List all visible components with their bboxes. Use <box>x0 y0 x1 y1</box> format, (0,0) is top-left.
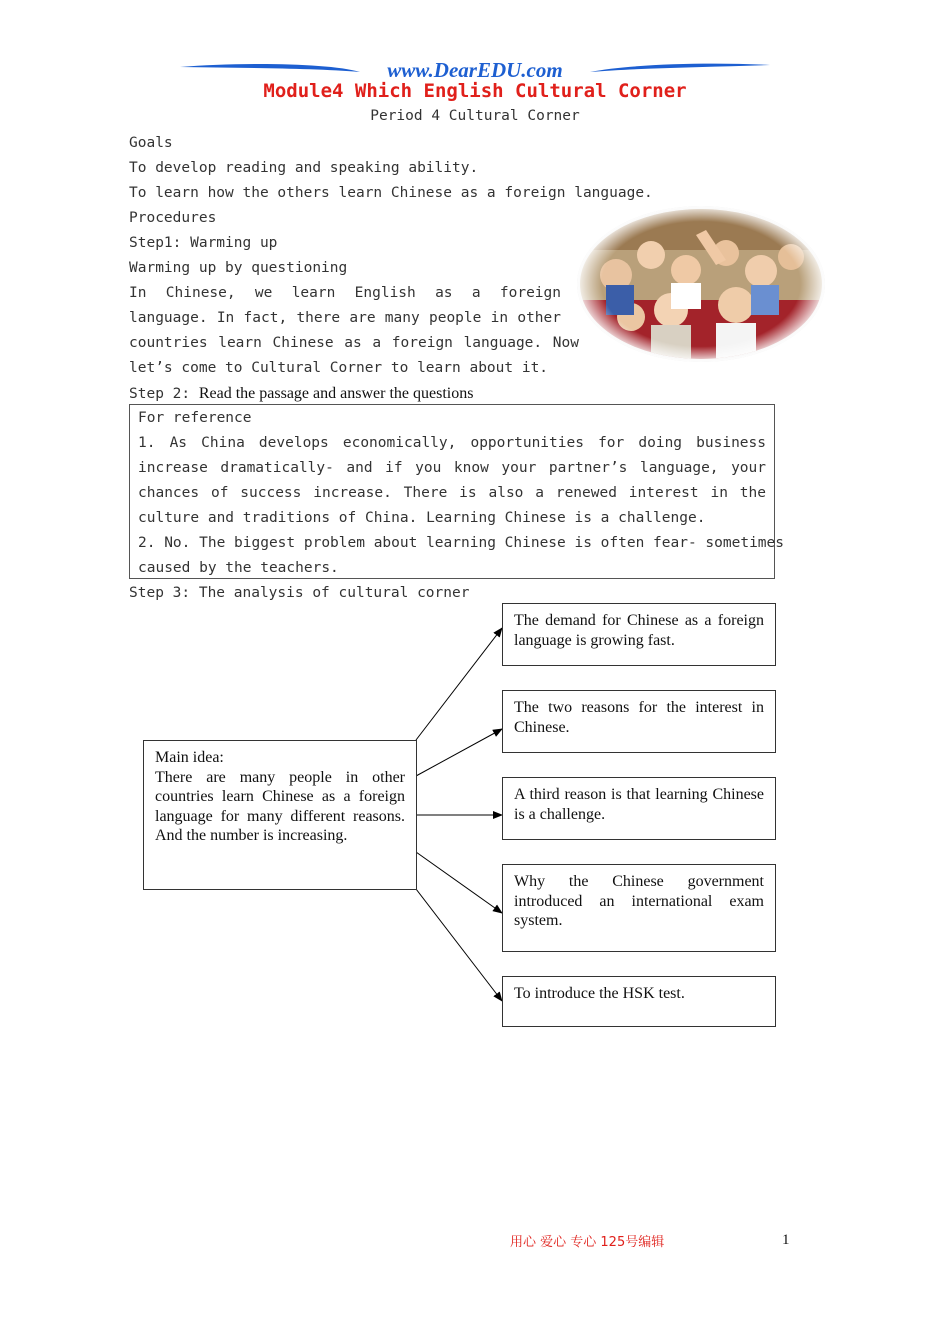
step2-heading <box>129 380 473 407</box>
step2-prefix: Step 2: <box>129 386 199 402</box>
main-idea-box <box>143 740 417 890</box>
arrow-to-box5 <box>416 889 502 1001</box>
box1-text: The demand for Chinese as a foreign language is growing fast. <box>514 612 764 649</box>
box2-text: The two reasons for the interest in Chinese. <box>514 699 764 736</box>
box4-text: Why the Chinese government introduced an international exam system. <box>514 873 764 929</box>
diagram-box-2 <box>502 690 776 753</box>
intro-para-line-1: In Chinese, we learn English as a foreign <box>129 285 561 301</box>
diagram-box-4 <box>502 864 776 952</box>
procedures-heading: Procedures <box>129 210 217 226</box>
arrow-to-box4 <box>416 852 502 913</box>
diagram-box-3 <box>502 777 776 840</box>
page-title: Module4 Which English Cultural Corner <box>263 80 687 102</box>
footer-note: 用心 爱心 专心 125号编辑 <box>510 1235 665 1250</box>
goal-2: To learn how the others learn Chinese as a foreign language. <box>129 185 653 201</box>
site-logo-text[interactable]: www.DearEDU.com <box>387 58 563 82</box>
page-number: 1 <box>782 1232 790 1248</box>
box5-text: To introduce the HSK test. <box>514 985 685 1002</box>
reference-line-5: 2. No. The biggest problem about learning Chinese is often fear- sometimes <box>138 535 785 551</box>
reference-line-3: chances of success increase. There is also a renewed interest in the <box>138 485 766 501</box>
intro-para-line-2: language. In fact, there are many people in other <box>129 310 561 326</box>
box3-text: A third reason is that learning Chinese is a challenge. <box>514 786 764 823</box>
students-photo <box>576 205 826 363</box>
reference-line-2: increase dramatically- and if you know your partner’s language, your <box>138 460 766 476</box>
reference-line-4: culture and traditions of China. Learning Chinese is a challenge. <box>138 510 706 526</box>
step3-heading: Step 3: The analysis of cultural corner <box>129 585 470 601</box>
reference-line-6: caused by the teachers. <box>138 560 339 576</box>
reference-line-1: 1. As China develops economically, opportunities for doing business <box>138 435 766 451</box>
main-idea-text: There are many people in other countries learn Chinese as a foreign language for many different reasons. And the number is increasing. <box>155 768 405 844</box>
reference-heading: For reference <box>138 410 252 426</box>
main-idea-label: Main idea: <box>155 749 224 766</box>
step1-heading: Step1: Warming up <box>129 235 278 251</box>
page-subtitle: Period 4 Cultural Corner <box>370 108 580 124</box>
intro-para-line-4: let’s come to Cultural Corner to learn about it. <box>129 360 549 376</box>
diagram-box-1 <box>502 603 776 666</box>
arrow-to-box1 <box>416 628 502 740</box>
arrow-to-box2 <box>416 729 502 776</box>
diagram-box-5 <box>502 976 776 1027</box>
warming-up-text: Warming up by questioning <box>129 260 348 276</box>
goals-heading: Goals <box>129 135 173 151</box>
goal-1: To develop reading and speaking ability. <box>129 160 479 176</box>
step2-text: Read the passage and answer the questions <box>198 385 474 402</box>
intro-para-line-3: countries learn Chinese as a foreign language. Now <box>129 335 579 351</box>
